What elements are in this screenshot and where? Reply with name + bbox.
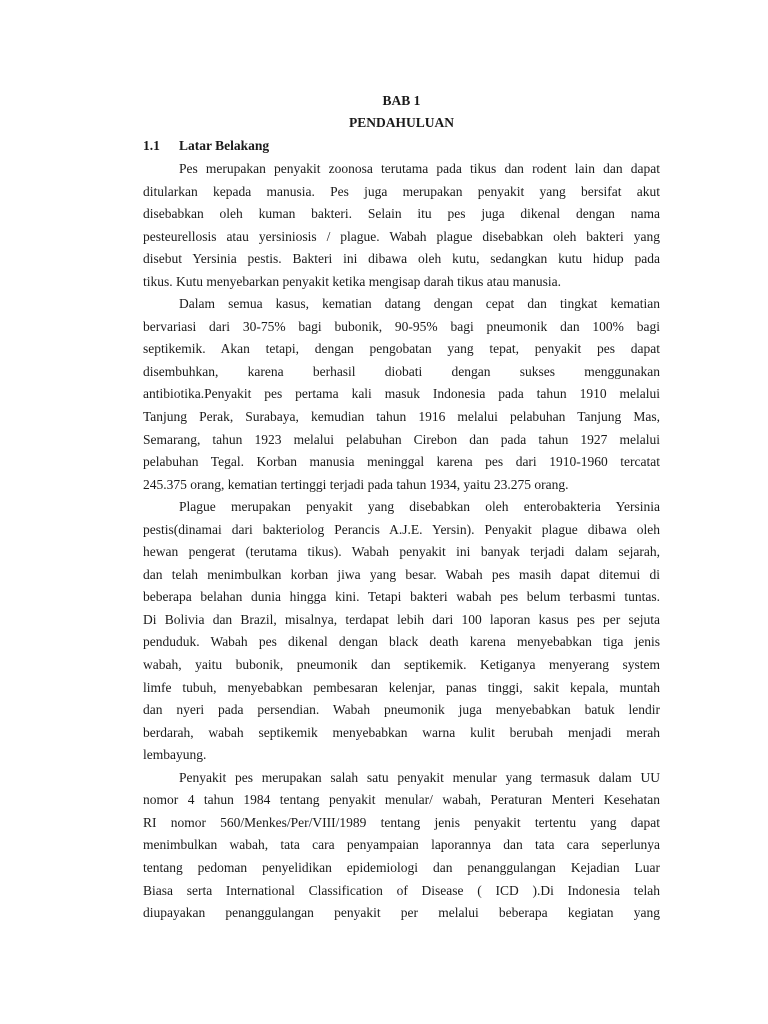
text-line: penduduk. Wabah pes dikenal dengan black death karena menyebabkan tiga jenis bbox=[143, 634, 660, 650]
text-line: diupayakan penanggulangan penyakit per melalui beberapa kegiatan yang bbox=[143, 905, 660, 921]
text-line: pestis(dinamai dari bakteriolog Perancis A.J.E. Yersin). Penyakit plague dibawa oleh bbox=[143, 521, 660, 537]
text-line: Plague merupakan penyakit yang disebabkan oleh enterobakteria Yersinia bbox=[179, 499, 660, 515]
text-line: disebabkan oleh kuman bakteri. Selain itu pes juga dikenal dengan nama bbox=[143, 206, 660, 222]
text-line: ditularkan kepada manusia. Pes juga merupakan penyakit yang bersifat akut bbox=[143, 183, 660, 199]
text-line: pesteurellosis atau yersiniosis / plague. Wabah plague disebabkan oleh bakteri yang bbox=[143, 228, 660, 244]
text-line: tentang pedoman penyelidikan epidemiologi dan penanggulangan Kejadian Luar bbox=[143, 859, 660, 875]
section-heading bbox=[143, 135, 269, 157]
text-line: 245.375 orang, kematian tertinggi terjadi pada tahun 1934, yaitu 23.275 orang. bbox=[143, 476, 569, 492]
text-line: Pes merupakan penyakit zoonosa terutama pada tikus dan rodent lain dan dapat bbox=[179, 161, 660, 176]
text-line: Biasa serta International Classification of Disease ( ICD ).Di Indonesia telah bbox=[143, 882, 660, 898]
text-line: Di Bolivia dan Brazil, misalnya, terdapat lebih dari 100 laporan kasus pes per sejuta bbox=[143, 611, 660, 627]
paragraph bbox=[143, 293, 660, 496]
paragraph bbox=[143, 158, 660, 293]
text-line: RI nomor 560/Menkes/Per/VIII/1989 tentang jenis penyakit tertentu yang dapat bbox=[143, 814, 660, 830]
section-title: Latar Belakang bbox=[179, 138, 270, 153]
text-line: Semarang, tahun 1923 melalui pelabuhan Cirebon dan pada tahun 1927 melalui bbox=[143, 431, 660, 447]
text-line: berdarah, wabah septikemik menyebabkan warna kulit berubah menjadi merah bbox=[143, 724, 660, 740]
chapter-label: BAB 1 bbox=[382, 93, 421, 108]
paragraph bbox=[143, 496, 660, 767]
text-line: Penyakit pes merupakan salah satu penyakit menular yang termasuk dalam UU bbox=[179, 769, 660, 785]
chapter-title: PENDAHULUAN bbox=[348, 115, 454, 130]
text-line: hewan pengerat (terutama tikus). Wabah penyakit ini banyak terjadi dalam sejarah, bbox=[143, 544, 660, 560]
text-line: lembayung. bbox=[143, 747, 207, 763]
body-text bbox=[143, 158, 660, 925]
text-line: antibiotika.Penyakit pes pertama kali masuk Indonesia pada tahun 1910 melalui bbox=[143, 386, 660, 402]
text-line: pelabuhan Tegal. Korban manusia meninggal karena pes dari 1910-1960 tercatat bbox=[143, 454, 660, 470]
text-line: tikus. Kutu menyebarkan penyakit ketika mengisap darah tikus atau manusia. bbox=[143, 273, 562, 289]
text-line: nomor 4 tahun 1984 tentang penyakit menular/ wabah, Peraturan Menteri Kesehatan bbox=[143, 792, 660, 808]
text-line: menimbulkan wabah, tata cara penyampaian laporannya dan tata cara seperlunya bbox=[143, 837, 660, 853]
text-line: bervariasi dari 30-75% bagi bubonik, 90-95% bagi pneumonik dan 100% bagi bbox=[143, 318, 660, 334]
section-number: 1.1 bbox=[143, 138, 160, 153]
text-line: dan nyeri pada persendian. Wabah pneumonik juga menyebabkan batuk lendir bbox=[143, 702, 660, 718]
text-line: septikemik. Akan tetapi, dengan pengobatan yang tepat, penyakit pes dapat bbox=[143, 341, 660, 357]
text-line: beberapa belahan dunia hingga kini. Tetapi bakteri wabah pes belum terbasmi tuntas. bbox=[143, 589, 660, 605]
text-line: Tanjung Perak, Surabaya, kemudian tahun 1916 melalui pelabuhan Tanjung Mas, bbox=[143, 409, 660, 425]
text-line: limfe tubuh, menyebabkan pembesaran kelenjar, panas tinggi, sakit kepala, muntah bbox=[143, 679, 660, 695]
text-line: disembuhkan, karena berhasil diobati dengan sukses menggunakan bbox=[143, 363, 660, 379]
text-line: wabah, yaitu bubonik, pneumonik dan septikemik. Ketiganya menyerang system bbox=[143, 657, 660, 673]
paragraph bbox=[143, 767, 660, 925]
text-line: dan telah menimbulkan korban jiwa yang besar. Wabah pes masih dapat ditemui di bbox=[143, 566, 660, 582]
text-line: Dalam semua kasus, kematian datang dengan cepat dan tingkat kematian bbox=[179, 296, 660, 312]
text-line: disebut Yersinia pestis. Bakteri ini dibawa oleh kutu, sedangkan kutu hidup pada bbox=[143, 251, 660, 267]
